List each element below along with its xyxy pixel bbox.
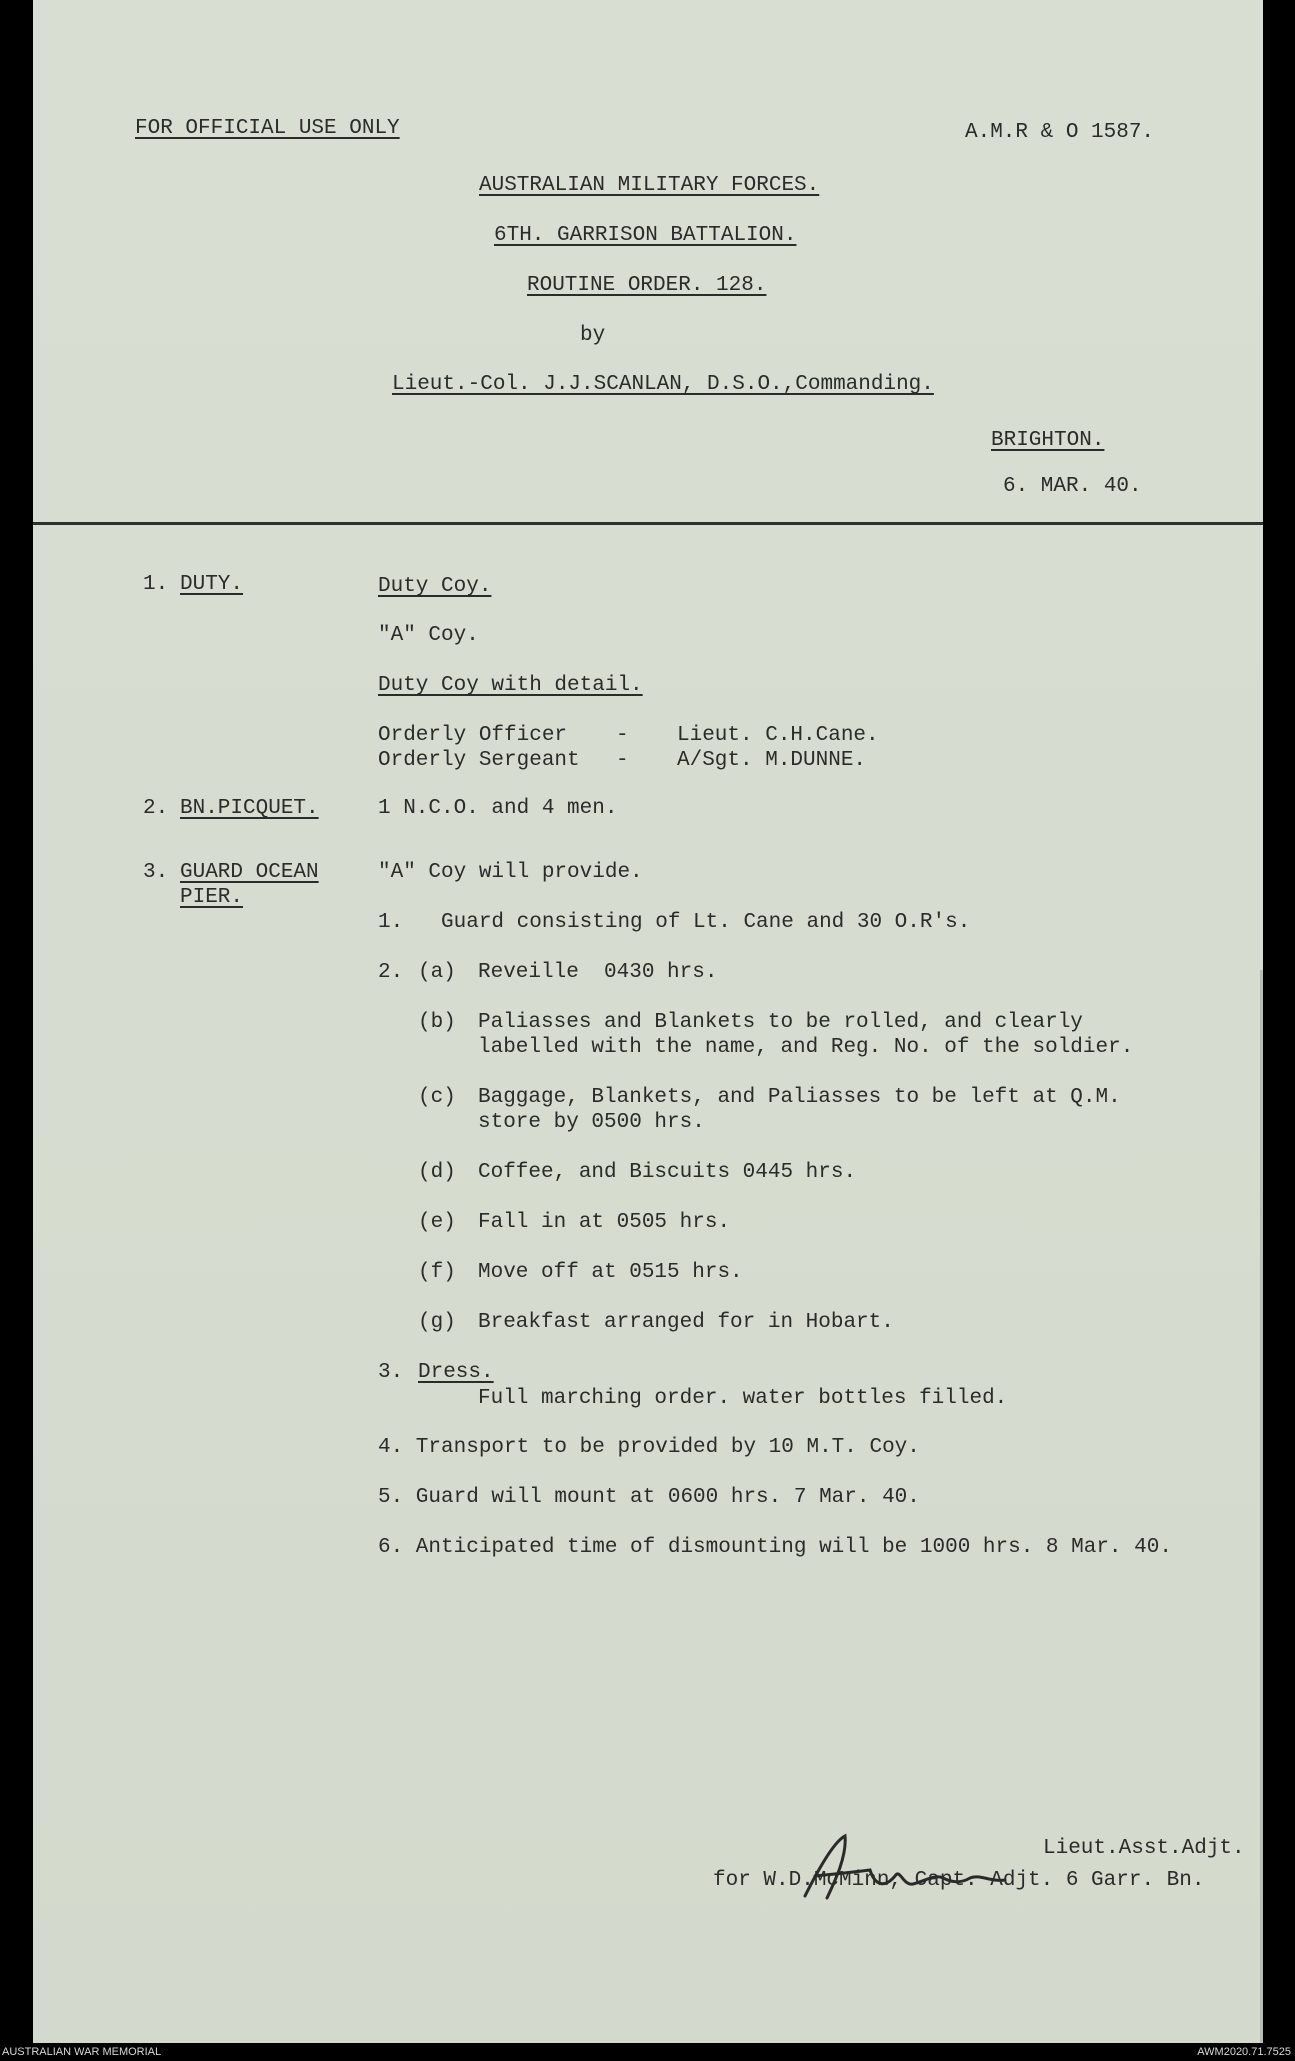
orderly-officer-label: Orderly Officer [378,724,568,747]
duty-coy-value: "A" Coy. [378,624,479,647]
place: BRIGHTON. [991,429,1105,452]
header-divider [33,522,1263,525]
sub-item-label: (b) [418,1011,456,1034]
section-heading-guard-line2: PIER. [180,886,244,909]
guard-item: 5. Guard will mount at 0600 hrs. 7 Mar. 40. [378,1486,920,1509]
sub-item-text: Reveille 0430 hrs. [478,961,718,984]
section-number: 3. [143,861,169,884]
orderly-sergeant-dash: - [616,749,629,772]
sub-item-text: Coffee, and Biscuits 0445 hrs. [478,1161,857,1184]
sub-item-label: (c) [418,1086,456,1109]
sub-item-label: (g) [418,1311,456,1334]
sub-item-text: Baggage, Blankets, and Paliasses to be left at Q.M. [478,1086,1121,1109]
guard-item: 1. Guard consisting of Lt. Cane and 30 O.R's. [378,911,971,934]
sub-item-text: store by 0500 hrs. [478,1111,705,1134]
forces-heading: AUSTRALIAN MILITARY FORCES. [479,174,820,197]
guard-item-number: 2. [378,961,404,984]
orderly-officer-value: Lieut. C.H.Cane. [677,724,879,747]
sub-item-label: (a) [418,961,456,984]
section-heading-picquet: BN.PICQUET. [180,797,319,820]
sub-item-text: Move off at 0515 hrs. [478,1261,743,1284]
document-page [33,0,1263,2043]
picquet-text: 1 N.C.O. and 4 men. [378,797,618,820]
battalion-heading: 6TH. GARRISON BATTALION. [494,224,797,247]
orderly-officer-dash: - [616,724,629,747]
commander-line: Lieut.-Col. J.J.SCANLAN, D.S.O.,Commanding. [392,373,934,396]
sub-item-label: (f) [418,1261,456,1284]
duty-coy-label: Duty Coy. [378,575,492,598]
detail-label: Duty Coy with detail. [378,674,643,697]
order-title: ROUTINE ORDER. 128. [527,274,767,297]
footer-archive-name: AUSTRALIAN WAR MEMORIAL [2,2046,162,2058]
guard-item: 4. Transport to be provided by 10 M.T. Coy. [378,1436,920,1459]
signatory-for-line: for W.D.McMinn, Capt. Adjt. 6 Garr. Bn. [713,1869,1205,1892]
form-reference: A.M.R & O 1587. [965,121,1155,144]
sub-item-text: Paliasses and Blankets to be rolled, and clearly [478,1011,1083,1034]
dress-text: Full marching order. water bottles filled. [478,1387,1008,1410]
sub-item-text: Fall in at 0505 hrs. [478,1211,731,1234]
sub-item-label: (e) [418,1211,456,1234]
guard-intro: "A" Coy will provide. [378,861,643,884]
guard-item: 6. Anticipated time of dismounting will be 1000 hrs. 8 Mar. 40. [378,1536,1172,1559]
guard-item-number: 3. [378,1361,404,1384]
order-date: 6. MAR. 40. [1003,475,1142,498]
by-text: by [580,324,606,347]
sub-item-label: (d) [418,1161,456,1184]
section-heading-guard-line1: GUARD OCEAN [180,861,319,884]
section-number: 2. [143,797,169,820]
signatory-title: Lieut.Asst.Adjt. [1043,1837,1245,1860]
section-number: 1. [143,573,169,596]
footer-item-id: AWM2020.71.7525 [1197,2046,1291,2058]
sub-item-text: Breakfast arranged for in Hobart. [478,1311,894,1334]
section-heading-duty: DUTY. [180,573,244,596]
dress-label: Dress. [418,1361,494,1384]
orderly-sergeant-label: Orderly Sergeant [378,749,580,772]
page-edge-shadow [1260,970,1263,2043]
classification-label: FOR OFFICIAL USE ONLY [135,117,400,140]
sub-item-text: labelled with the name, and Reg. No. of the soldier. [478,1036,1134,1059]
orderly-sergeant-value: A/Sgt. M.DUNNE. [677,749,867,772]
